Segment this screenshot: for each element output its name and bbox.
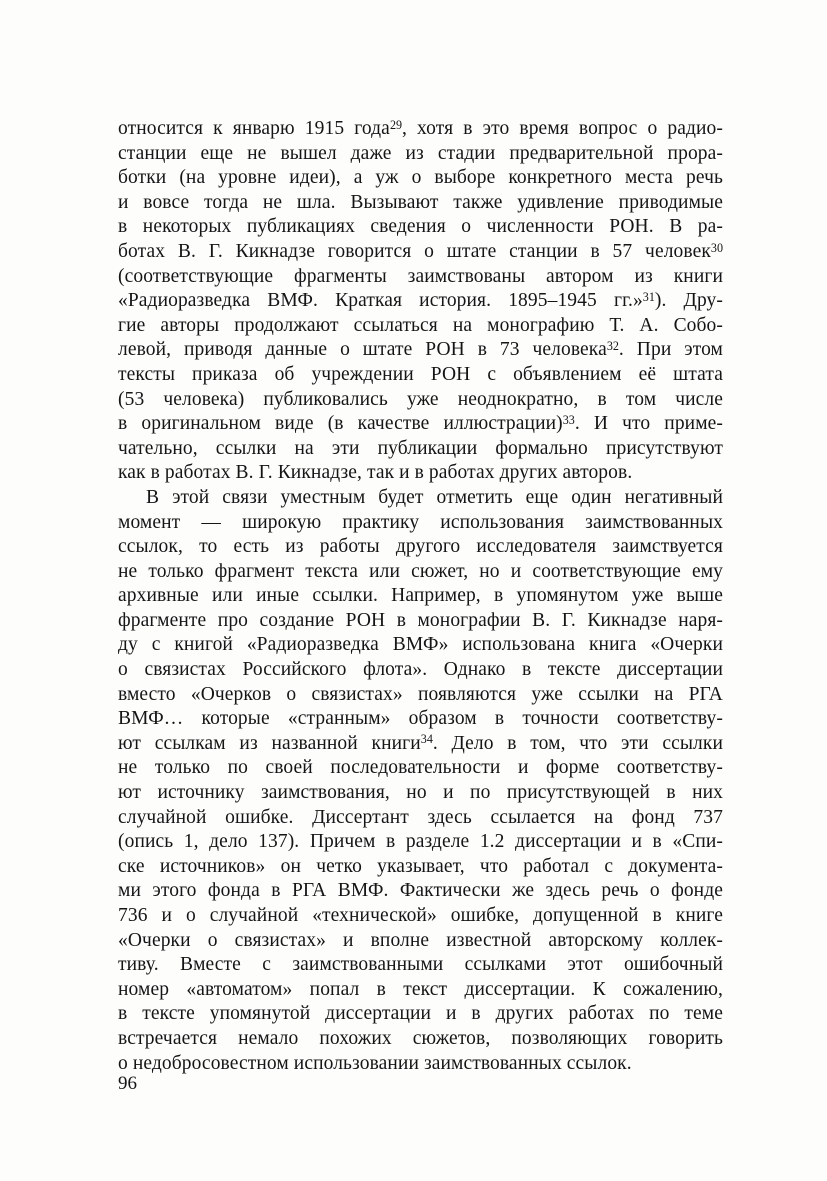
text-segment: чательно, ссылки на эти публикации формально присутствуют: [118, 437, 723, 459]
footnote-ref: 34: [420, 732, 433, 747]
text-segment: фрагменте про создание РОН в монографии В. Г. Кикнадзе наря-: [118, 609, 723, 631]
text-line: [118, 511, 723, 536]
text-line: [118, 781, 723, 806]
text-segment: (опись 1, дело 137). Причем в разделе 1.2 диссертации и в «Спи-: [118, 831, 723, 853]
text-line: [118, 338, 723, 363]
paragraph: [118, 117, 723, 486]
paragraph: [118, 486, 723, 1076]
text-segment: 736 и о случайной «технической» ошибке, допущенной в книге: [118, 905, 723, 926]
text-segment: «Очерки о связистах» и вполне известной авторскому коллек-: [118, 929, 723, 951]
text-segment: не только фрагмент текста или сюжет, но и соответствующие ему: [118, 560, 723, 582]
text-line: [118, 830, 723, 855]
text-line: [118, 486, 723, 511]
text-line: [118, 191, 723, 216]
text-line: [118, 929, 723, 954]
footnote-ref: 33: [562, 412, 575, 427]
text-segment: . При этом: [618, 339, 723, 361]
text-segment: (соответствующие фрагменты заимствованы автором из книги: [118, 265, 723, 287]
text-line: [118, 142, 723, 167]
text-line: [118, 707, 723, 732]
text-line: [118, 265, 723, 290]
text-segment: как в работах В. Г. Кикнадзе, так и в работах других авторов.: [118, 462, 633, 484]
text-line: [118, 1002, 723, 1027]
text-segment: вместо «Очерков о связистах» появляются уже ссылки на РГА: [118, 683, 723, 705]
text-line: [118, 289, 723, 314]
text-segment: относится к январю 1915 года: [118, 118, 390, 139]
text-segment: случайной ошибке. Диссертант здесь ссылается на фонд 737: [118, 806, 723, 828]
text-line: [118, 560, 723, 585]
text-line: [118, 953, 723, 978]
text-segment: момент — широкую практику использования заимствованных: [118, 511, 723, 533]
text-segment: ми этого фонда в РГА ВМФ. Фактически же здесь речь о фонде: [118, 880, 723, 902]
footnote-ref: 30: [710, 240, 723, 255]
footnote-ref: 31: [642, 289, 655, 304]
text-segment: . И что приме-: [574, 413, 723, 435]
text-line: [118, 388, 723, 413]
text-line: [118, 806, 723, 831]
text-segment: архивные или иные ссылки. Например, в упомянутом уже выше: [118, 585, 723, 607]
text-segment: в некоторых публикациях сведения о численности РОН. В ра-: [118, 216, 723, 238]
text-line: [118, 978, 723, 1003]
text-line: [118, 584, 723, 609]
text-segment: встречается немало похожих сюжетов, позволяющих говорить: [118, 1027, 723, 1049]
text-segment: ссылок, то есть из работы другого исследователя заимствуется: [118, 536, 723, 558]
footnote-ref: 32: [606, 338, 619, 353]
text-segment: ). Дру-: [654, 290, 723, 312]
text-segment: ют ссылкам из названной книги: [118, 732, 421, 754]
text-segment: ске источников» он четко указывает, что работал с документа-: [118, 855, 723, 877]
text-segment: ду с книгой «Радиоразведка ВМФ» использована книга «Очерки: [118, 634, 723, 656]
text-line: [118, 633, 723, 658]
page-number: 96: [118, 1073, 137, 1094]
text-line: [118, 732, 723, 757]
text-line: [118, 215, 723, 240]
text-segment: в тексте упомянутой диссертации и в других работах по теме: [118, 1003, 723, 1025]
text-segment: станции еще не вышел даже из стадии предварительной прора-: [118, 142, 723, 164]
text-segment: ют источнику заимствования, но и по присутствующей в них: [118, 782, 723, 804]
text-segment: о связистах Российского флота». Однако в тексте диссертации: [118, 659, 723, 681]
text-segment: . Дело в том, что эти ссылки: [432, 732, 724, 754]
text-segment: гие авторы продолжают ссылаться на монографию Т. А. Собо-: [118, 314, 723, 336]
text-line: [118, 412, 723, 437]
text-segment: номер «автоматом» попал в текст диссертации. К сожалению,: [118, 978, 723, 1000]
text-line: [118, 904, 723, 929]
text-line: [118, 658, 723, 683]
text-segment: ВМФ… которые «странным» образом в точности соответству-: [118, 708, 723, 730]
text-segment: тексты приказа об учреждении РОН с объявлением её штата: [118, 363, 723, 385]
text-line: [118, 240, 723, 265]
text-segment: и вовсе тогда не шла. Вызывают также удивление приводимые: [118, 191, 723, 213]
text-segment: о недобросовестном использовании заимствованных ссылок.: [118, 1052, 632, 1074]
text-line: [118, 683, 723, 708]
text-line: [118, 756, 723, 781]
text-line: [118, 117, 723, 142]
body-text: [118, 117, 723, 1076]
text-line: [118, 609, 723, 634]
text-line: [118, 363, 723, 388]
text-segment: ботах В. Г. Кикнадзе говорится о штате станции в 57 человек: [118, 240, 711, 262]
text-line: [118, 535, 723, 560]
text-segment: в оригинальном виде (в качестве иллюстрации): [118, 413, 563, 435]
text-line: [118, 314, 723, 339]
text-segment: левой, приводя данные о штате РОН в 73 человека: [118, 339, 607, 361]
text-line: [118, 166, 723, 191]
text-segment: В этой связи уместным будет отметить еще один негативный: [146, 486, 723, 508]
text-segment: «Радиоразведка ВМФ. Краткая история. 1895–1945 гг.»: [118, 290, 643, 312]
text-line: [118, 461, 723, 486]
text-line: [118, 1027, 723, 1052]
footnote-ref: 29: [389, 117, 403, 132]
text-segment: не только по своей последовательности и форме соответству-: [118, 757, 723, 779]
text-line: [118, 1052, 723, 1077]
text-line: [118, 879, 723, 904]
text-segment: тиву. Вместе с заимствованными ссылками этот ошибочный: [118, 954, 723, 976]
text-line: [118, 855, 723, 880]
text-segment: ботки (на уровне идеи), а уж о выборе конкретного места речь: [118, 167, 723, 189]
text-line: [118, 437, 723, 462]
text-segment: (53 человека) публиковались уже неоднократно, в том числе: [118, 388, 723, 410]
text-segment: , хотя в это время вопрос о радио-: [402, 118, 723, 139]
